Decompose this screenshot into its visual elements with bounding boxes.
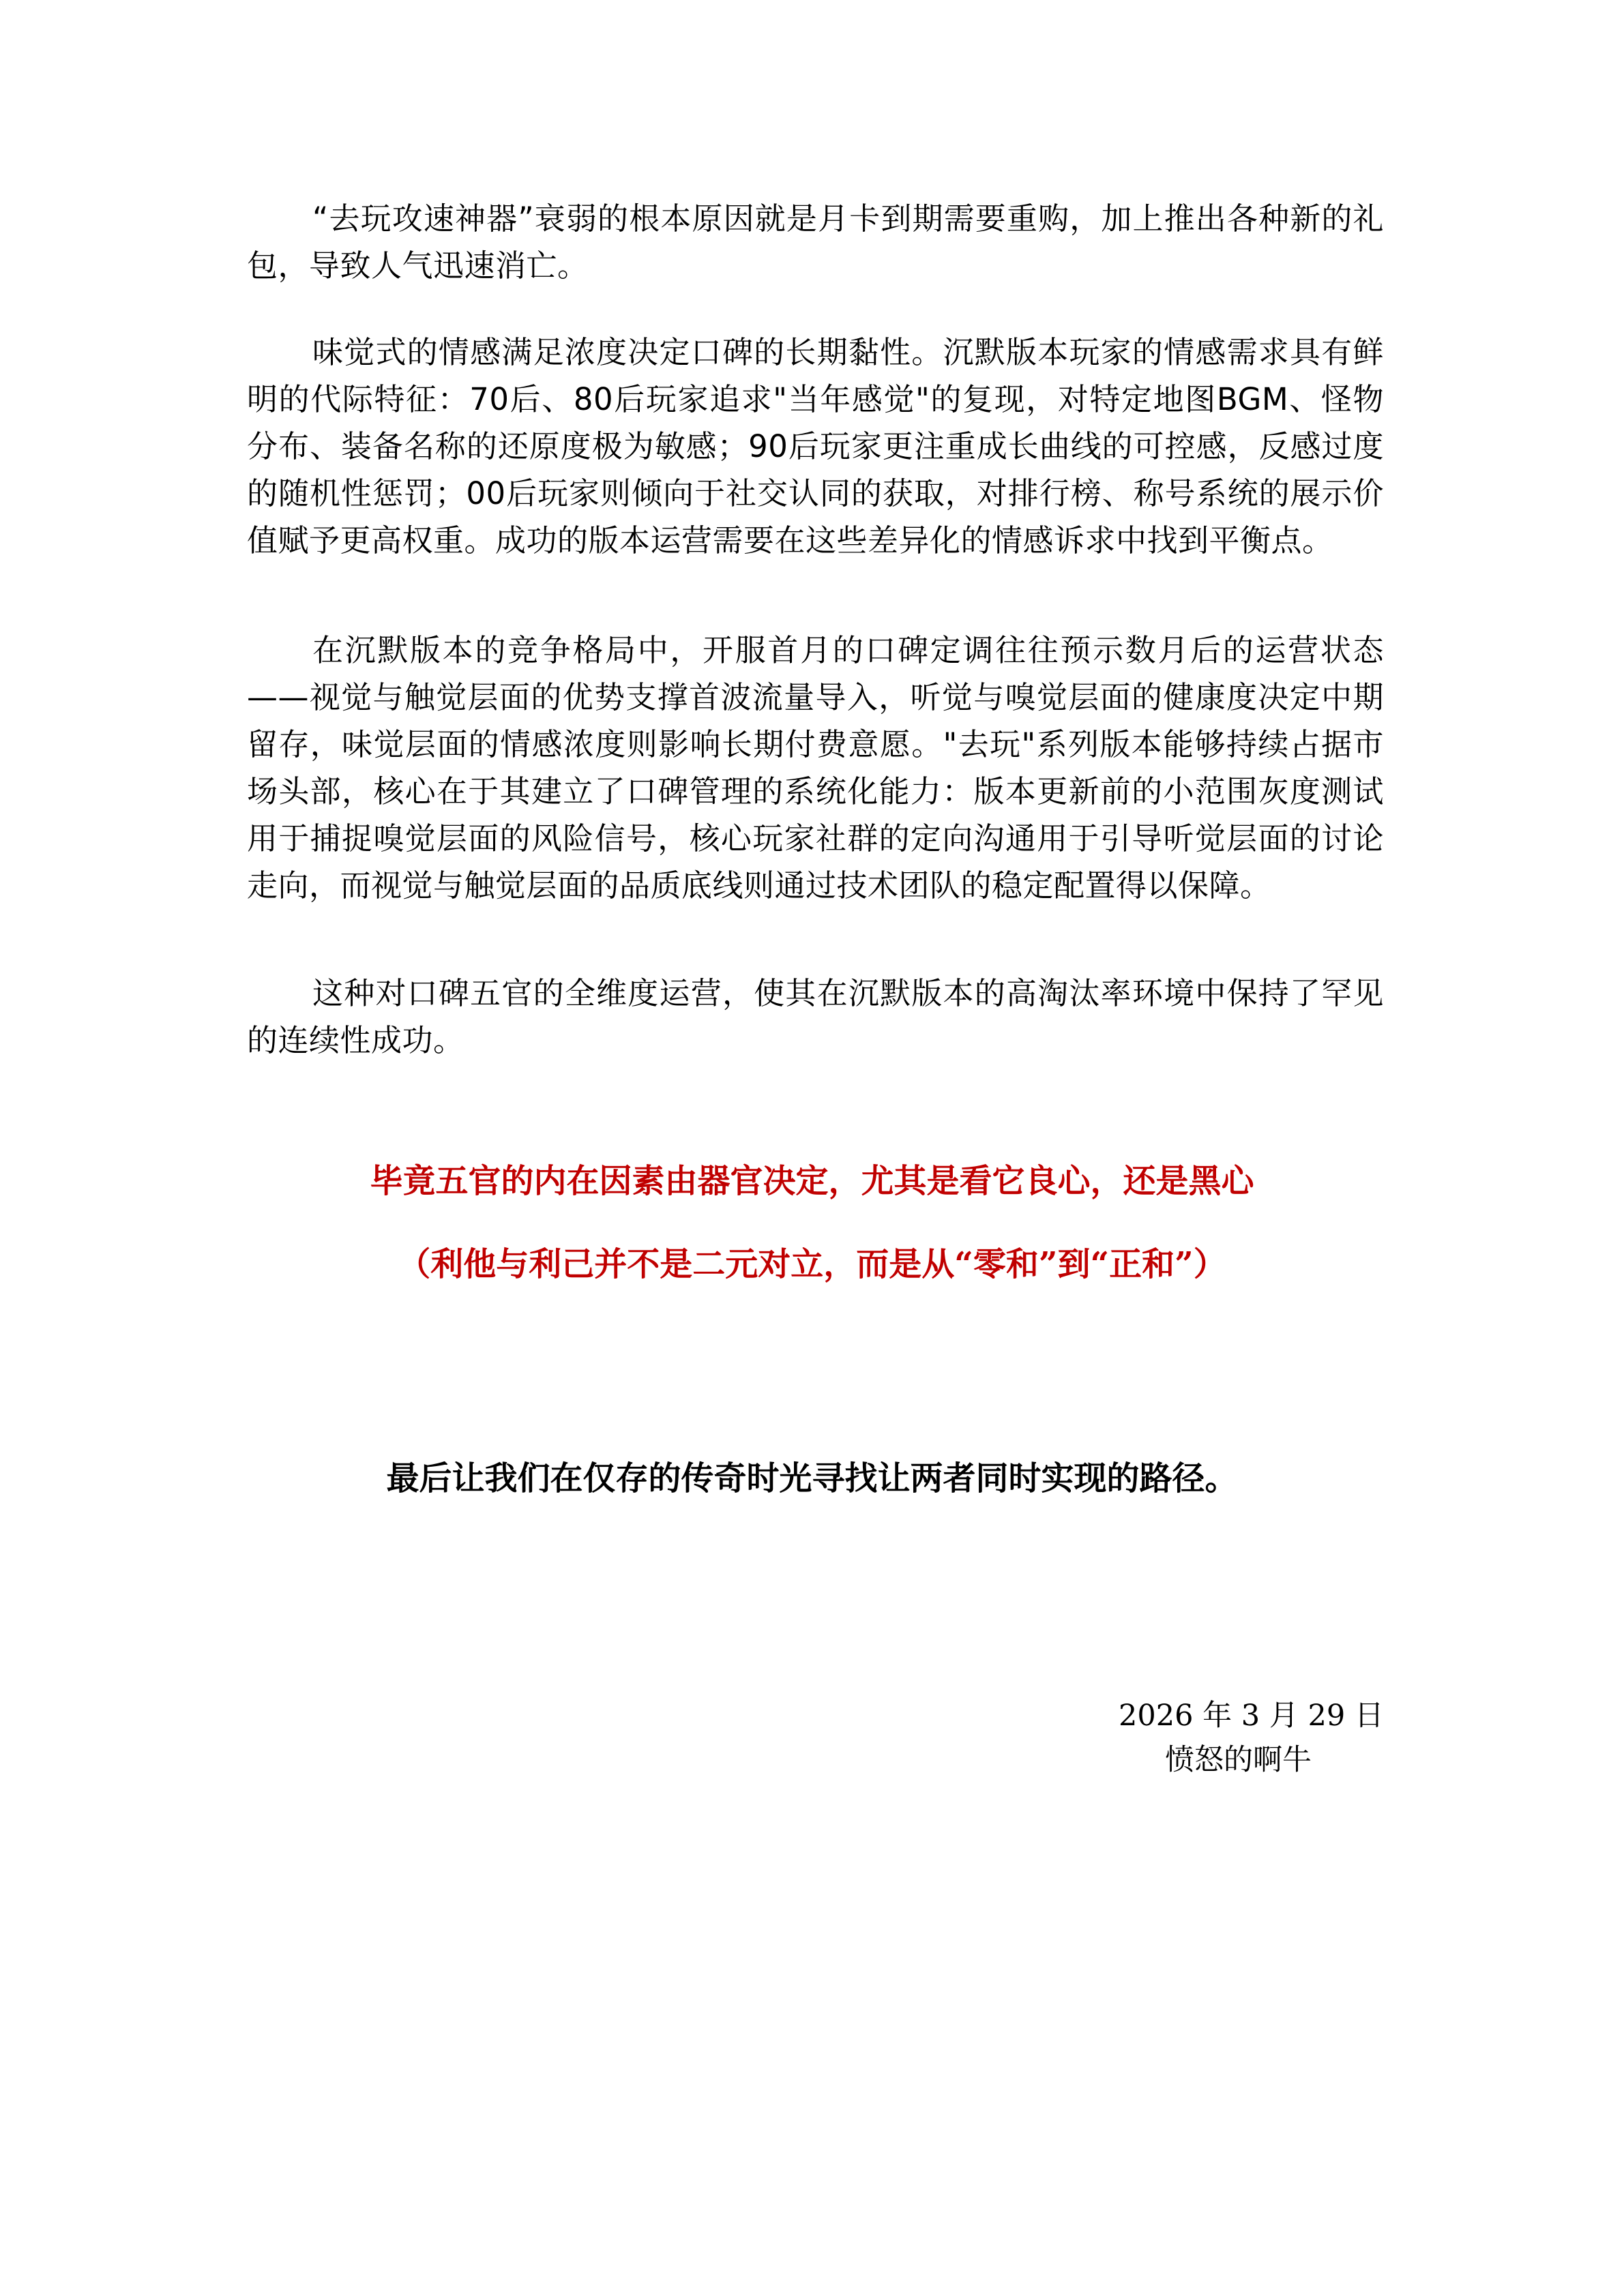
signature-date: 2026 年 3 月 29 日: [1119, 1699, 1384, 1733]
highlight-line-2: （利他与利己并不是二元对立，而是从“零和”到“正和”）: [398, 1245, 1226, 1283]
highlight-line-1: 毕竟五官的内在因素由器官决定，尤其是看它良心，还是黑心: [370, 1162, 1254, 1200]
signature-author: 愤怒的啊牛: [1165, 1743, 1312, 1777]
closing-statement: 最后让我们在仅存的传奇时光寻找让两者同时实现的路径。: [386, 1459, 1238, 1497]
paragraph-4: 这种对口碑五官的全维度运营，使其在沉默版本的高淘汰率环境中保持了罕见的连续性成功。: [247, 975, 1384, 1058]
paragraph-2: 味觉式的情感满足浓度决定口碑的长期黏性。沉默版本玩家的情感需求具有鲜明的代际特征：70后、80后玩家追求"当年感觉"的复现，对特定地图BGM、怪物分布、装备名称的还原度极为敏感；90后玩家更注重成长曲线的可控感，反感过度的随机性惩罚；00后玩家则倾向于社交认同的获取，对排行榜、称号系统的展示价值赋予更高权重。成功的版本运营需要在这些差异化的情感诉求中找到平衡点。: [247, 334, 1384, 558]
paragraph-1: “去玩攻速神器”衰弱的根本原因就是月卡到期需要重购，加上推出各种新的礼包，导致人气迅速消亡。: [247, 200, 1384, 284]
paragraph-3: 在沉默版本的竞争格局中，开服首月的口碑定调往往预示数月后的运营状态——视觉与触觉层面的优势支撑首波流量导入，听觉与嗅觉层面的健康度决定中期留存，味觉层面的情感浓度则影响长期付费意愿。"去玩"系列版本能够持续占据市场头部，核心在于其建立了口碑管理的系统化能力：版本更新前的小范围灰度测试用于捕捉嗅觉层面的风险信号，核心玩家社群的定向沟通用于引导听觉层面的讨论走向，而视觉与触觉层面的品质底线则通过技术团队的稳定配置得以保障。: [247, 632, 1384, 904]
